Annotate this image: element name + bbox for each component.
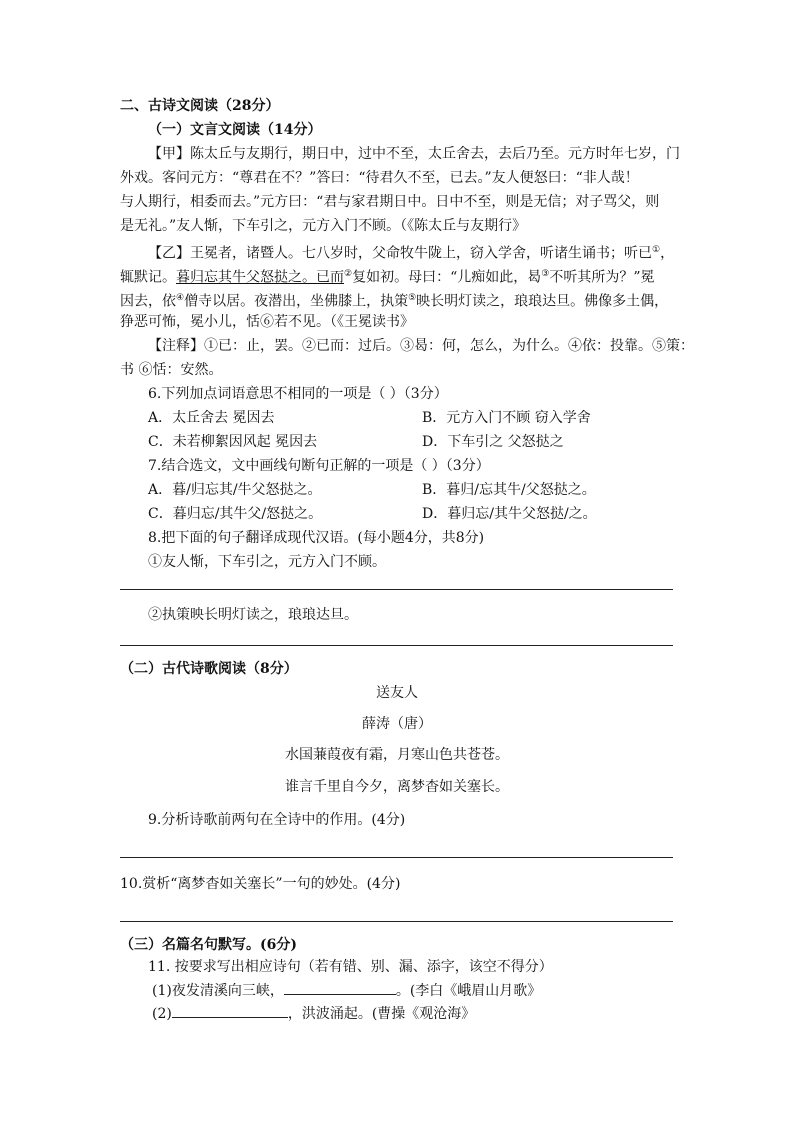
q6-option-a: A．太丘舍去 冕因去 xyxy=(148,410,275,426)
q11-stem: 11. 按要求写出相应诗句（若有错、别、漏、添字，该空不得分） xyxy=(148,959,553,975)
part1-title: （一）文言文阅读（14分） xyxy=(148,122,322,138)
q6-option-d: D．下车引之 父怒挞之 xyxy=(422,434,564,450)
footnote-mark: ① xyxy=(652,245,661,255)
jia-line-4: 是无礼。”友人惭，下车引之，元方入门不顾。（《陈太丘与友期行》 xyxy=(120,218,527,234)
answer-line[interactable] xyxy=(120,645,673,646)
q8-sentence-1: ①友人惭，下车引之，元方入门不顾。 xyxy=(148,554,386,570)
jia-line-1: 【甲】陈太丘与友期行，期日中，过中不至，太丘舍去，去后乃至。元方时年七岁，门 xyxy=(148,146,680,162)
q7-option-b: B．暮归/忘其牛/父怒挞之。 xyxy=(422,482,596,498)
yi-text: 已而 xyxy=(316,269,344,286)
q8-stem: 8.把下面的句子翻译成现代汉语。(每小题4分，共8分) xyxy=(148,530,485,546)
q10-stem: 10.赏析“离梦杳如关塞长”一句的妙处。(4分) xyxy=(120,876,401,892)
q11-item-2 xyxy=(152,1003,475,1024)
footnote-mark: ⑤ xyxy=(408,293,417,303)
fill-blank[interactable] xyxy=(284,980,396,995)
footnote-mark: ④ xyxy=(176,293,185,303)
footnote-mark: ③ xyxy=(541,269,550,279)
q11-item-1-suffix: 。(李白《峨眉山月歌》 xyxy=(395,983,542,999)
notes-line-2: 书 ⑥恬：安然。 xyxy=(120,362,223,378)
jia-line-3: 与人期行，相委而去。”元方曰：“君与家君期日中。日中不至，则是无信；对子骂父，则 xyxy=(120,194,660,210)
yi-text: 复如初。母曰：“儿痴如此，曷 xyxy=(352,269,542,286)
q8-sentence-2: ②执策映长明灯读之，琅琅达旦。 xyxy=(148,607,358,623)
yi-text: ， xyxy=(660,245,675,262)
q7-option-c: C．暮归忘/其牛父/怒挞之。 xyxy=(148,506,323,522)
q11-item-2-prefix: (2) xyxy=(152,1006,172,1022)
part2-title: （二）古代诗歌阅读（8分） xyxy=(120,661,298,677)
yi-line-3 xyxy=(120,288,668,312)
answer-line[interactable] xyxy=(120,857,673,858)
q11-item-1 xyxy=(152,980,541,1001)
footnote-mark: ② xyxy=(344,269,353,279)
q11-item-2-suffix: ，洪波涌起。(曹操《观沧海》 xyxy=(287,1006,476,1022)
yi-text: 映长明灯读之，琅琅达旦。佛像多土偶， xyxy=(416,293,669,310)
jia-line-2: 外戏。客问元方：“尊君在不？”答曰：“待君久不至，已去。”友人便怒曰：“非人哉！ xyxy=(120,170,639,186)
yi-line-2 xyxy=(120,264,655,288)
q9-stem: 9.分析诗歌前两句在全诗中的作用。(4分) xyxy=(148,812,406,828)
poem-author: 薛涛（唐） xyxy=(362,716,432,732)
q6-option-c: C．未若柳絮因风起 冕因去 xyxy=(148,434,318,450)
answer-line[interactable] xyxy=(120,921,673,922)
yi-line-1 xyxy=(148,240,674,264)
yi-text: 僧寺以居。夜潜出，坐佛膝上，执策 xyxy=(184,293,409,310)
notes-line-1: 【注释】①已：止，罢。②已而：过后。③曷：何，怎么，为什么。④依：投靠。⑤策： xyxy=(148,338,694,354)
part3-title: （三）名篇名句默写。(6分) xyxy=(120,937,297,953)
q11-item-1-prefix: (1)夜发清溪向三峡， xyxy=(152,983,284,999)
yi-text: 不听其所为？”冕 xyxy=(549,269,655,286)
q7-option-a: A．暮/归忘其/牛父怒挞之。 xyxy=(148,482,322,498)
q6-stem: 6.下列加点词语意思不相同的一项是（ ）（3分） xyxy=(148,386,448,402)
yi-text: 辄默记。 xyxy=(120,269,176,286)
poem-line-1: 水国蒹葭夜有霜，月寒山色共苍苍。 xyxy=(285,747,509,763)
yi-text: 【乙】王冕者，诸暨人。七八岁时，父命牧牛陇上，窃入学舍，听诸生诵书；听已 xyxy=(148,245,652,262)
q6-option-b: B．元方入门不顾 窃入学舍 xyxy=(422,410,591,426)
yi-line-4: 狰恶可怖，冕小儿，恬⑥若不见。（《王冕读书》 xyxy=(120,314,414,330)
poem-line-2: 谁言千里自今夕，离梦杳如关塞长。 xyxy=(285,779,509,795)
q7-stem: 7.结合选文，文中画线句断句正解的一项是（ ）（3分） xyxy=(148,458,490,474)
underlined-sentence: 暮归忘其牛父怒挞之。 xyxy=(176,269,316,286)
fill-blank[interactable] xyxy=(172,1003,288,1018)
yi-text: 因去，依 xyxy=(120,293,176,310)
q7-option-d: D．暮归忘/其牛父怒挞/之。 xyxy=(422,506,597,522)
answer-line[interactable] xyxy=(120,589,673,590)
poem-title: 送友人 xyxy=(376,685,418,701)
section-title: 二、古诗文阅读（28分） xyxy=(120,98,280,114)
